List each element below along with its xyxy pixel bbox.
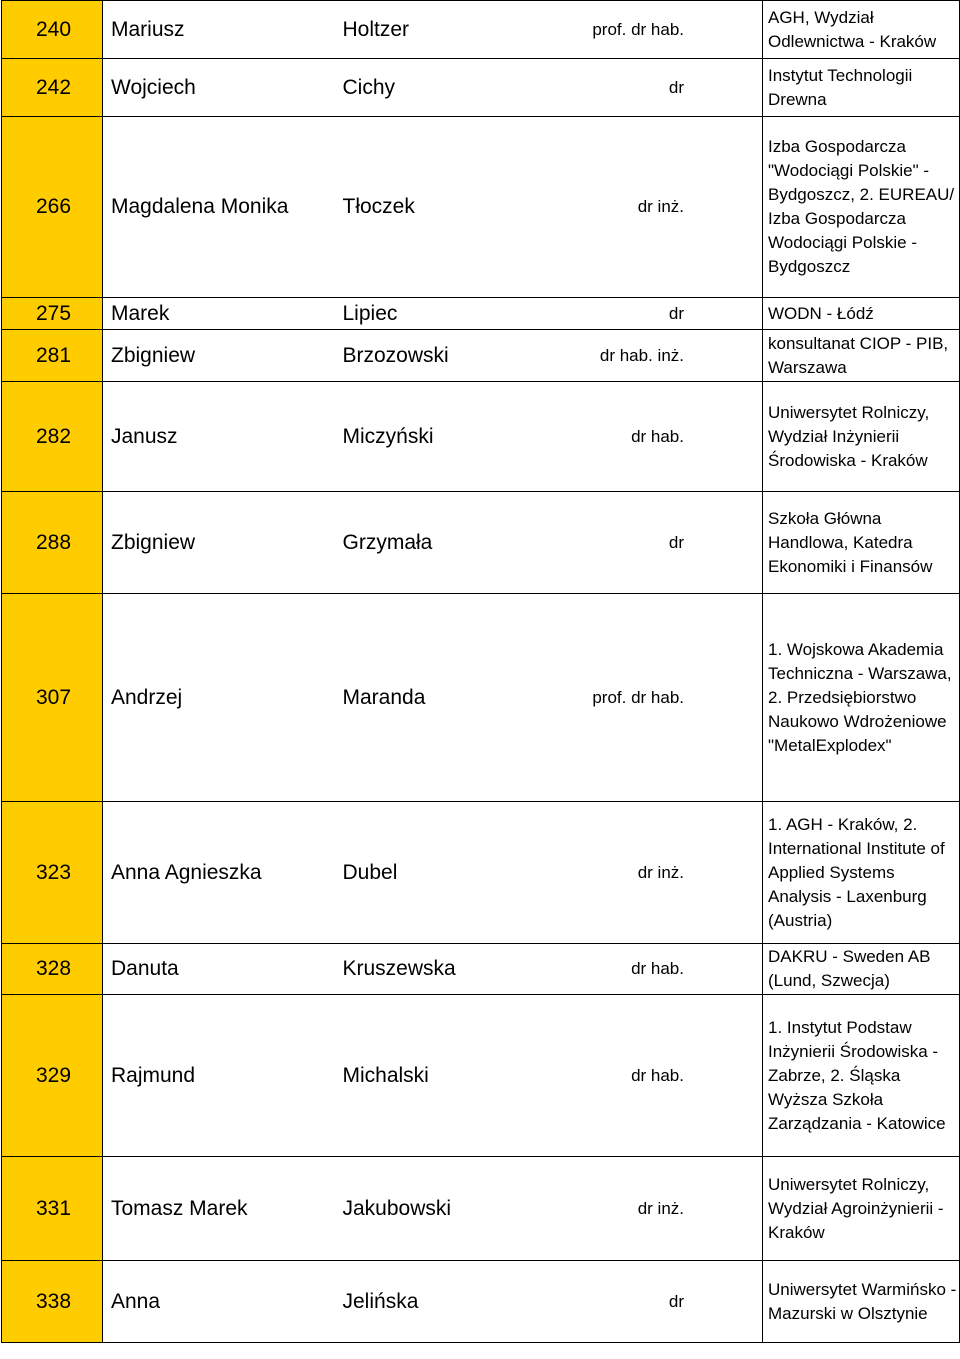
- first-name: Rajmund: [103, 995, 334, 1157]
- last-name: Lipiec: [334, 298, 481, 330]
- institution-text: 1. Instytut Podstaw Inżynierii Środowiska - Zabrze, 2. Śląska Wyższa Szkoła Zarządzania - Katowice: [768, 1017, 946, 1133]
- experts-table: [1, 0, 960, 1343]
- first-name: Janusz: [103, 382, 334, 492]
- first-name: Zbigniew: [103, 330, 334, 382]
- academic-title: dr hab.: [481, 995, 763, 1157]
- first-name: Andrzej: [103, 594, 334, 802]
- institution-text: Szkoła Główna Handlowa, Katedra Ekonomiki i Finansów: [768, 508, 933, 576]
- institution: [763, 594, 960, 802]
- academic-title: dr: [481, 298, 763, 330]
- institution: [763, 1261, 960, 1343]
- institution: [763, 382, 960, 492]
- academic-title: dr: [481, 59, 763, 117]
- academic-title: prof. dr hab.: [481, 1, 763, 59]
- institution-text: Instytut Technologii Drewna: [768, 65, 913, 109]
- row-number: 266: [2, 117, 103, 298]
- table-row: [2, 995, 960, 1157]
- table-row: [2, 802, 960, 944]
- first-name: Danuta: [103, 944, 334, 995]
- first-name: Anna Agnieszka: [103, 802, 334, 944]
- row-number: 282: [2, 382, 103, 492]
- institution-text: DAKRU - Sweden AB (Lund, Szwecja): [768, 947, 931, 990]
- first-name: Anna: [103, 1261, 334, 1343]
- last-name: Maranda: [334, 594, 481, 802]
- last-name: Dubel: [334, 802, 481, 944]
- first-name: Marek: [103, 298, 334, 330]
- table-row: [2, 330, 960, 382]
- last-name: Holtzer: [334, 1, 481, 59]
- row-number: 328: [2, 944, 103, 995]
- table-row: [2, 298, 960, 330]
- institution-text: Uniwersytet Warmińsko - Mazurski w Olsztynie: [768, 1279, 957, 1323]
- academic-title: dr: [481, 492, 763, 594]
- row-number: 307: [2, 594, 103, 802]
- institution-text: 1. AGH - Kraków, 2. International Institute of Applied Systems Analysis - Laxenburg (Austria): [768, 814, 945, 930]
- first-name: Mariusz: [103, 1, 334, 59]
- academic-title: dr inż.: [481, 117, 763, 298]
- first-name: Zbigniew: [103, 492, 334, 594]
- table-row: [2, 1, 960, 59]
- academic-title: dr inż.: [481, 802, 763, 944]
- academic-title: dr hab.: [481, 944, 763, 995]
- last-name: Tłoczek: [334, 117, 481, 298]
- first-name: Wojciech: [103, 59, 334, 117]
- institution: [763, 802, 960, 944]
- last-name: Jelińska: [334, 1261, 481, 1343]
- row-number: 242: [2, 59, 103, 117]
- last-name: Jakubowski: [334, 1157, 481, 1261]
- institution: [763, 995, 960, 1157]
- row-number: 288: [2, 492, 103, 594]
- academic-title: dr hab.: [481, 382, 763, 492]
- row-number: 331: [2, 1157, 103, 1261]
- table-row: [2, 944, 960, 995]
- last-name: Grzymała: [334, 492, 481, 594]
- institution: [763, 298, 960, 330]
- institution-text: Uniwersytet Rolniczy, Wydział Agroinżynierii - Kraków: [768, 1174, 944, 1242]
- institution: [763, 944, 960, 995]
- last-name: Miczyński: [334, 382, 481, 492]
- institution-text: AGH, Wydział Odlewnictwa - Kraków: [768, 7, 937, 51]
- table-row: [2, 1157, 960, 1261]
- institution-text: WODN - Łódź: [768, 303, 874, 323]
- table-row: [2, 59, 960, 117]
- academic-title: prof. dr hab.: [481, 594, 763, 802]
- last-name: Michalski: [334, 995, 481, 1157]
- row-number: 281: [2, 330, 103, 382]
- table-row: [2, 492, 960, 594]
- institution-text: konsultanat CIOP - PIB, Warszawa: [768, 333, 949, 377]
- table-row: [2, 1261, 960, 1343]
- last-name: Brzozowski: [334, 330, 481, 382]
- first-name: Magdalena Monika: [103, 117, 334, 298]
- row-number: 275: [2, 298, 103, 330]
- institution: [763, 1157, 960, 1261]
- institution: [763, 330, 960, 382]
- table-row: [2, 117, 960, 298]
- table-row: [2, 594, 960, 802]
- last-name: Kruszewska: [334, 944, 481, 995]
- last-name: Cichy: [334, 59, 481, 117]
- institution-text: 1. Wojskowa Akademia Techniczna - Warszawa, 2. Przedsiębiorstwo Naukowo Wdrożeniowe "MetalExplodex": [768, 639, 952, 755]
- row-number: 338: [2, 1261, 103, 1343]
- first-name: Tomasz Marek: [103, 1157, 334, 1261]
- institution: [763, 59, 960, 117]
- institution: [763, 492, 960, 594]
- institution: [763, 1, 960, 59]
- row-number: 323: [2, 802, 103, 944]
- academic-title: dr: [481, 1261, 763, 1343]
- row-number: 329: [2, 995, 103, 1157]
- academic-title: dr inż.: [481, 1157, 763, 1261]
- institution: [763, 117, 960, 298]
- institution-text: Uniwersytet Rolniczy, Wydział Inżynierii Środowiska - Kraków: [768, 402, 930, 470]
- institution-text: Izba Gospodarcza "Wodociągi Polskie" - Bydgoszcz, 2. EUREAU/ Izba Gospodarcza Wodociągi Polskie - Bydgoszcz: [768, 137, 955, 276]
- academic-title: dr hab. inż.: [481, 330, 763, 382]
- table-row: [2, 382, 960, 492]
- row-number: 240: [2, 1, 103, 59]
